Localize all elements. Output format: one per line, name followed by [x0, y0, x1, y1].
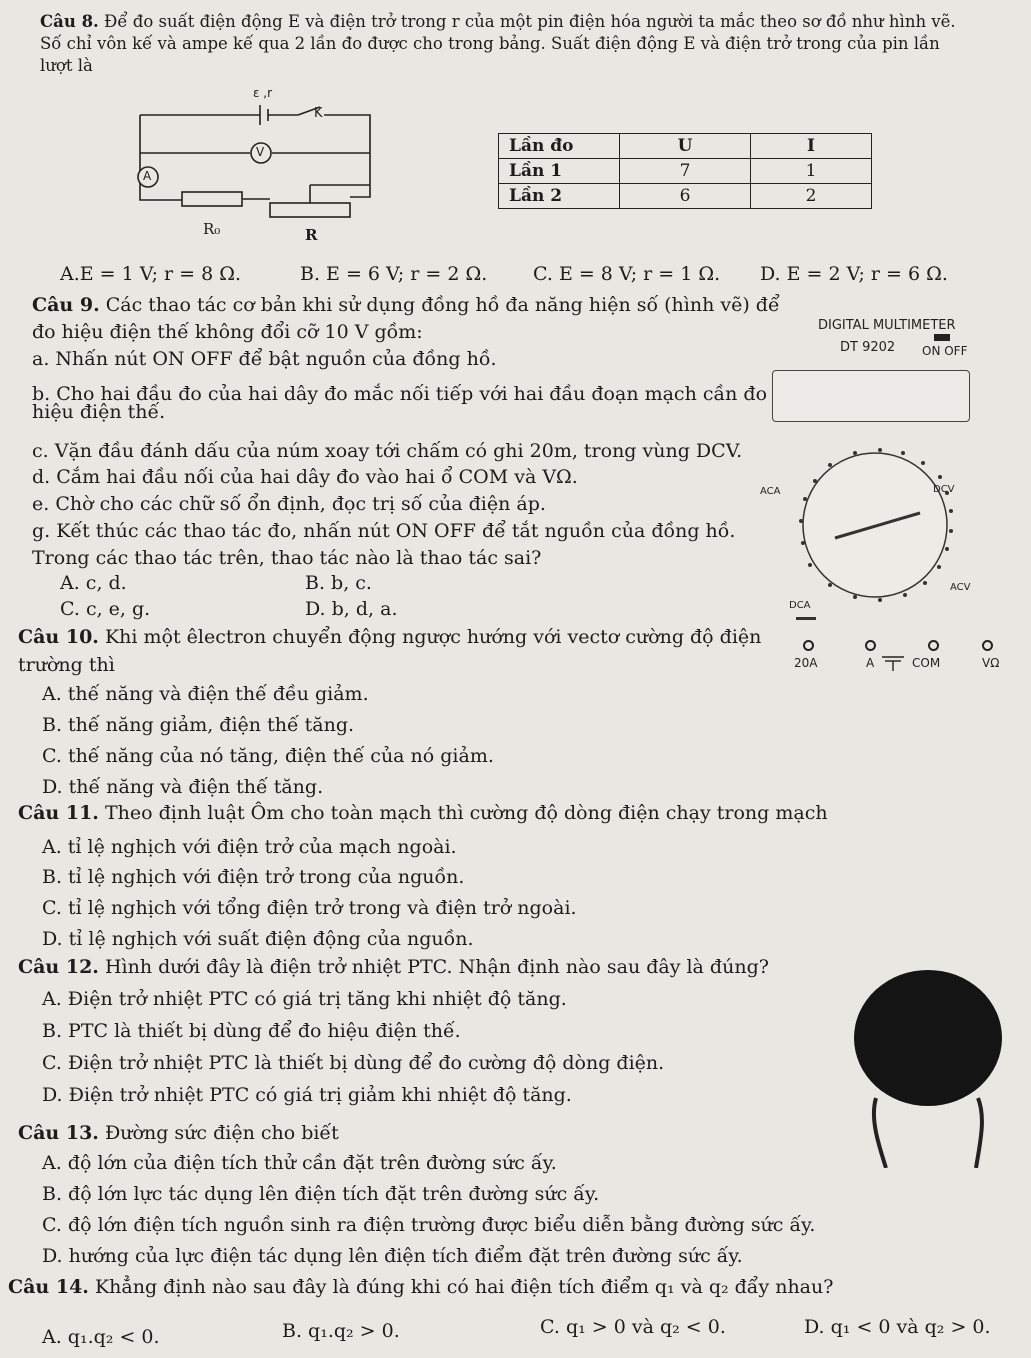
q12-line1: Câu 12. Hình dưới đây là điện trở nhiệt PTC. Nhận định nào sau đây là đúng?	[18, 956, 769, 978]
q9-option-c: C. c, e, g.	[60, 598, 151, 620]
measurement-table	[498, 133, 872, 209]
q9-line1	[32, 294, 780, 316]
ammeter-label: A	[143, 169, 152, 183]
q9-step-e: e. Chờ cho các chữ số ổn định, đọc trị số của điện áp.	[32, 493, 546, 515]
q10-option-c: C. thế năng của nó tăng, điện thế của nó giảm.	[42, 745, 494, 767]
q9-step-a: a. Nhấn nút ON OFF để bật nguồn của đồng hồ.	[32, 348, 497, 370]
q8-option-d: D. E = 2 V; r = 6 Ω.	[760, 263, 948, 285]
table-header: U	[620, 134, 751, 159]
jack-com[interactable]	[928, 640, 939, 651]
dca-marker	[796, 617, 816, 620]
q9-stem: Câu 9. Các thao tác cơ bản khi sử dụng đồng hồ đa năng hiện số (hình vẽ) để	[32, 294, 780, 316]
table-cell: Lần 1	[499, 159, 620, 184]
q14-option-c: C. q₁ > 0 và q₂ < 0.	[540, 1316, 726, 1338]
jack-label: 20A	[794, 656, 818, 670]
q8-option-b: B. E = 6 V; r = 2 Ω.	[300, 263, 488, 285]
voltmeter-label: V	[256, 145, 265, 159]
q10-option-b: B. thế năng giảm, điện thế tăng.	[42, 714, 355, 736]
q11-line1: Câu 11. Theo định luật Ôm cho toàn mạch thì cường độ dòng điện chạy trong mạch	[18, 802, 828, 824]
q14-option-b: B. q₁.q₂ > 0.	[282, 1320, 400, 1342]
q8-option-a: A.E = 1 V; r = 8 Ω.	[60, 263, 242, 285]
q11-option-a: A. tỉ lệ nghịch với điện trở của mạch ngoài.	[42, 836, 457, 858]
q8-line1	[40, 12, 956, 31]
power-button[interactable]	[934, 334, 950, 341]
aca-label: ACA	[760, 486, 781, 497]
jack-label: VΩ	[982, 656, 1000, 670]
q14-option-d: D. q₁ < 0 và q₂ > 0.	[804, 1316, 991, 1338]
q8-option-c: C. E = 8 V; r = 1 Ω.	[533, 263, 721, 285]
q12-option-d: D. Điện trở nhiệt PTC có giá trị giảm khi nhiệt độ tăng.	[42, 1084, 572, 1106]
q13-line1: Câu 13. Đường sức điện cho biết	[18, 1122, 339, 1144]
meter-model: DT 9202	[840, 340, 896, 355]
table-header: Lần đo	[499, 134, 620, 159]
jack-vohm[interactable]	[982, 640, 993, 651]
q9-option-d: D. b, d, a.	[305, 598, 398, 620]
table-row	[499, 184, 872, 209]
q10-line1: Câu 10. Khi một êlectron chuyển động ngược hướng với vectơ cường độ điện	[18, 626, 762, 648]
switch-label: K	[314, 106, 323, 121]
q13-option-c: C. độ lớn điện tích nguồn sinh ra điện trường được biểu diễn bằng đường sức ấy.	[42, 1214, 816, 1236]
q9-step-d: d. Cắm hai đầu nối của hai dây đo vào hai ổ COM và VΩ.	[32, 466, 578, 488]
rotary-dial[interactable]	[775, 425, 975, 625]
meter-display	[772, 370, 970, 422]
q11-option-b: B. tỉ lệ nghịch với điện trở trong của nguồn.	[42, 866, 465, 888]
q8-line2: Số chỉ vôn kế và ampe kế qua 2 lần đo được cho trong bảng. Suất điện động E và điện trở trong của pin lần	[40, 34, 940, 53]
q12-option-a: A. Điện trở nhiệt PTC có giá trị tăng khi nhiệt độ tăng.	[42, 988, 567, 1010]
q9-step-b1: b. Cho hai đầu đo của hai dây đo mắc nối tiếp với hai đầu đoạn mạch cần đo	[32, 383, 768, 405]
q12-option-c: C. Điện trở nhiệt PTC là thiết bị dùng để đo cường độ dòng điện.	[42, 1052, 665, 1074]
table-cell: 2	[751, 184, 872, 209]
q14-line1: Câu 14. Khẳng định nào sau đây là đúng khi có hai điện tích điểm q₁ và q₂ đẩy nhau?	[8, 1276, 834, 1298]
q11-option-d: D. tỉ lệ nghịch với suất điện động của nguồn.	[42, 928, 474, 950]
dca-label: DCA	[789, 600, 811, 611]
jack-a[interactable]	[865, 640, 876, 651]
r-label: R	[305, 226, 318, 244]
table-cell: 1	[751, 159, 872, 184]
q10-option-a: A. thế năng và điện thế đều giảm.	[42, 683, 369, 705]
q12-option-b: B. PTC là thiết bị dùng để đo hiệu điện thế.	[42, 1020, 461, 1042]
dcv-label: DCV	[933, 484, 955, 495]
acv-label: ACV	[950, 582, 971, 593]
q8-stem-1: Câu 8. Để đo suất điện động E và điện trở trong r của một pin điện hóa người ta mắc theo sơ đồ như hình vẽ.	[40, 12, 956, 31]
q9-option-a: A. c, d.	[60, 572, 127, 594]
table-row	[499, 159, 872, 184]
q11-option-c: C. tỉ lệ nghịch với tổng điện trở trong và điện trở ngoài.	[42, 897, 577, 919]
q14-option-a: A. q₁.q₂ < 0.	[42, 1326, 160, 1348]
q8-line3: lượt là	[40, 56, 93, 75]
q13-option-a: A. độ lớn của điện tích thử cần đặt trên đường sức ấy.	[42, 1152, 557, 1174]
q9-step-b2: hiệu điện thế.	[32, 401, 166, 423]
ptc-thermistor-image	[848, 968, 1008, 1168]
q13-option-d: D. hướng của lực điện tác dụng lên điện tích điểm đặt trên đường sức ấy.	[42, 1245, 743, 1267]
source-label: ε ,r	[253, 86, 273, 100]
q9-question: Trong các thao tác trên, thao tác nào là thao tác sai?	[32, 547, 542, 569]
table-header-row	[499, 134, 872, 159]
table-cell: 7	[620, 159, 751, 184]
q9-step-c: c. Vặn đầu đánh dấu của núm xoay tới chấm có ghi 20m, trong vùng DCV.	[32, 440, 743, 462]
q10-option-d: D. thế năng và điện thế tăng.	[42, 776, 324, 798]
table-cell: 6	[620, 184, 751, 209]
power-label: ON OFF	[922, 344, 968, 358]
q9-line2: đo hiệu điện thế không đổi cỡ 10 V gồm:	[32, 321, 423, 343]
jack-20a[interactable]	[803, 640, 814, 651]
jack-label: A	[866, 656, 875, 670]
circuit-diagram	[120, 85, 390, 255]
meter-brand: DIGITAL MULTIMETER	[818, 318, 956, 333]
q10-line2: trường thì	[18, 654, 115, 676]
r0-label: R₀	[203, 220, 221, 238]
table-header: I	[751, 134, 872, 159]
jack-label: COM	[912, 656, 941, 670]
q9-option-b: B. b, c.	[305, 572, 372, 594]
q13-option-b: B. độ lớn lực tác dụng lên điện tích đặt trên đường sức ấy.	[42, 1183, 600, 1205]
q9-step-g: g. Kết thúc các thao tác đo, nhấn nút ON OFF để tắt nguồn của đồng hồ.	[32, 520, 736, 542]
table-cell: Lần 2	[499, 184, 620, 209]
ground-icon	[880, 654, 906, 672]
